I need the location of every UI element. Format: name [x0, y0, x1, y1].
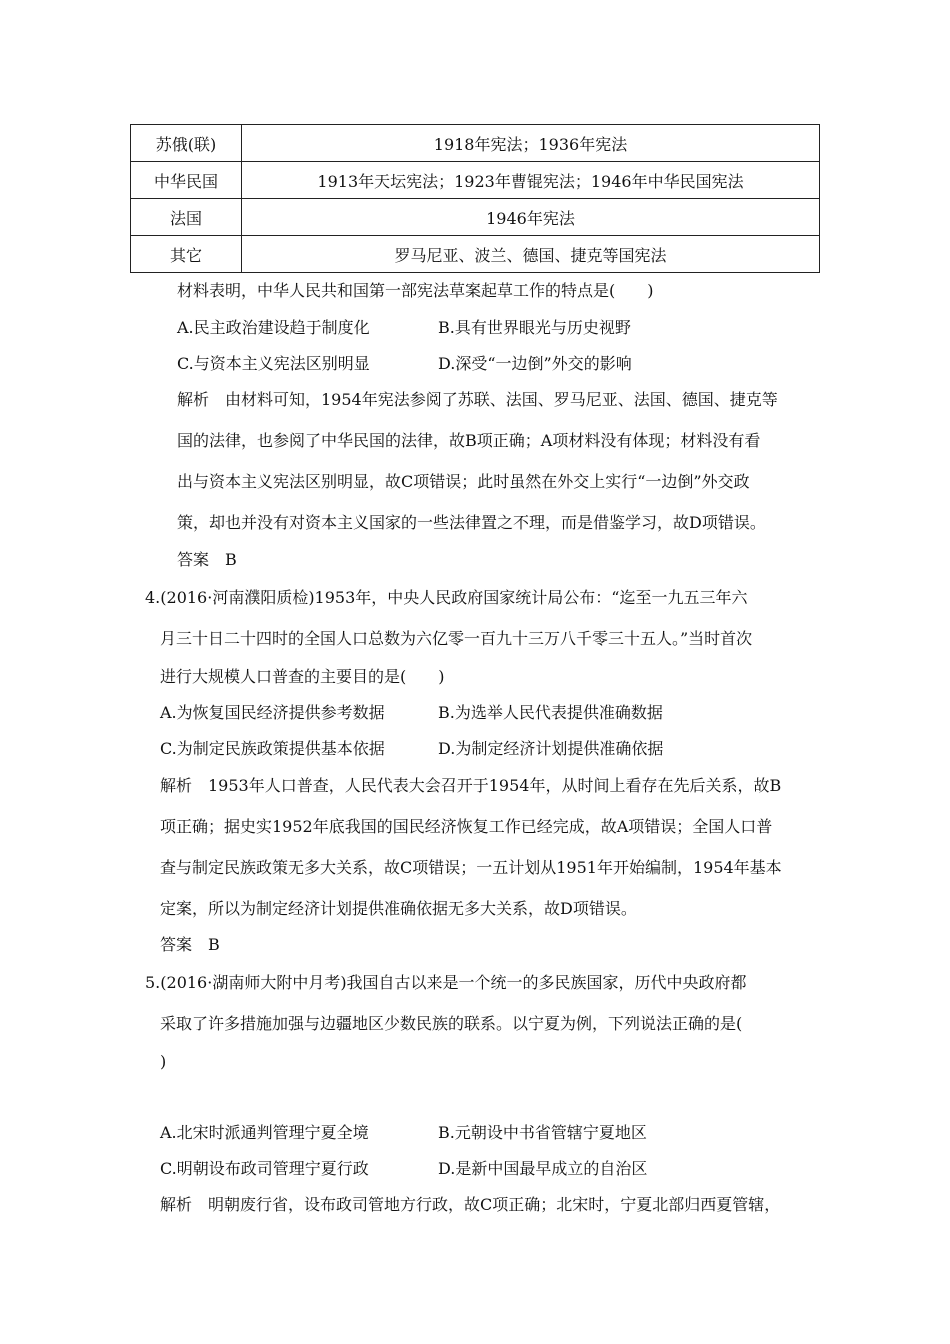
q4-analysis-line: 项正确；据史实1952年底我国的国民经济恢复工作已经完成，故A项错误；全国人口普	[160, 817, 773, 836]
country-cell: 其它	[131, 236, 242, 273]
q4-stem-line: 进行大规模人口普查的主要目的是( )	[160, 667, 445, 686]
q5-stem-line: )	[160, 1052, 167, 1071]
constitutions-cell: 1913年天坛宪法；1923年曹锟宪法；1946年中华民国宪法	[242, 162, 820, 199]
q5-option-c: C.明朝设布政司管理宁夏行政	[160, 1159, 369, 1178]
table-row	[131, 199, 820, 236]
q4-option-d: D.为制定经济计划提供准确依据	[438, 739, 664, 758]
q4-analysis-line: 解析 1953年人口普查，人民代表大会召开于1954年，从时间上看存在先后关系，故B	[160, 776, 782, 795]
q3-option-b: B.具有世界眼光与历史视野	[438, 318, 631, 337]
q3-option-a: A.民主政治建设趋于制度化	[177, 318, 370, 337]
q5-stem-line: 5.(2016·湖南师大附中月考)我国自古以来是一个统一的多民族国家，历代中央政府都	[145, 973, 747, 992]
constitutions-cell: 1946年宪法	[242, 199, 820, 236]
q5-option-d: D.是新中国最早成立的自治区	[438, 1159, 648, 1178]
q4-analysis-line: 查与制定民族政策无多大关系，故C项错误；一五计划从1951年开始编制，1954年基本	[160, 858, 782, 877]
q3-analysis-line: 出与资本主义宪法区别明显，故C项错误；此时虽然在外交上实行“一边倒”外交政	[177, 472, 750, 491]
table-row	[131, 125, 820, 162]
q5-option-a: A.北宋时派通判管理宁夏全境	[160, 1123, 369, 1142]
country-cell: 法国	[131, 199, 242, 236]
q3-answer: 答案 B	[177, 550, 237, 569]
q3-analysis-line: 解析 由材料可知，1954年宪法参阅了苏联、法国、罗马尼亚、法国、德国、捷克等	[177, 390, 778, 409]
q5-stem-line: 采取了许多措施加强与边疆地区少数民族的联系。以宁夏为例，下列说法正确的是(	[160, 1014, 743, 1033]
q4-answer: 答案 B	[160, 935, 220, 954]
q5-analysis-line: 解析 明朝废行省，设布政司管地方行政，故C项正确；北宋时，宁夏北部归西夏管辖，	[160, 1195, 781, 1214]
q3-analysis-line: 策，却也并没有对资本主义国家的一些法律置之不理，而是借鉴学习，故D项错误。	[177, 513, 766, 532]
q3-option-c: C.与资本主义宪法区别明显	[177, 354, 370, 373]
country-cell: 苏俄(联)	[131, 125, 242, 162]
q3-analysis-line: 国的法律，也参阅了中华民国的法律，故B项正确；A项材料没有体现；材料没有看	[177, 431, 761, 450]
q3-stem: 材料表明，中华人民共和国第一部宪法草案起草工作的特点是( )	[177, 281, 654, 300]
q5-option-b: B.元朝设中书省管辖宁夏地区	[438, 1123, 647, 1142]
constitutions-cell: 罗马尼亚、波兰、德国、捷克等国宪法	[242, 236, 820, 273]
table-row	[131, 236, 820, 273]
q4-analysis-line: 定案，所以为制定经济计划提供准确依据无多大关系，故D项错误。	[160, 899, 637, 918]
constitutions-cell: 1918年宪法；1936年宪法	[242, 125, 820, 162]
constitution-reference-table	[130, 124, 820, 273]
q4-option-b: B.为选举人民代表提供准确数据	[438, 703, 663, 722]
q4-stem-line: 4.(2016·河南濮阳质检)1953年，中央人民政府国家统计局公布：“迄至一九五三年六	[145, 588, 748, 607]
q4-option-a: A.为恢复国民经济提供参考数据	[160, 703, 385, 722]
q4-option-c: C.为制定民族政策提供基本依据	[160, 739, 385, 758]
country-cell: 中华民国	[131, 162, 242, 199]
q4-stem-line: 月三十日二十四时的全国人口总数为六亿零一百九十三万八千零三十五人。”当时首次	[160, 629, 753, 648]
table-row	[131, 162, 820, 199]
q3-option-d: D.深受“一边倒”外交的影响	[438, 354, 632, 373]
